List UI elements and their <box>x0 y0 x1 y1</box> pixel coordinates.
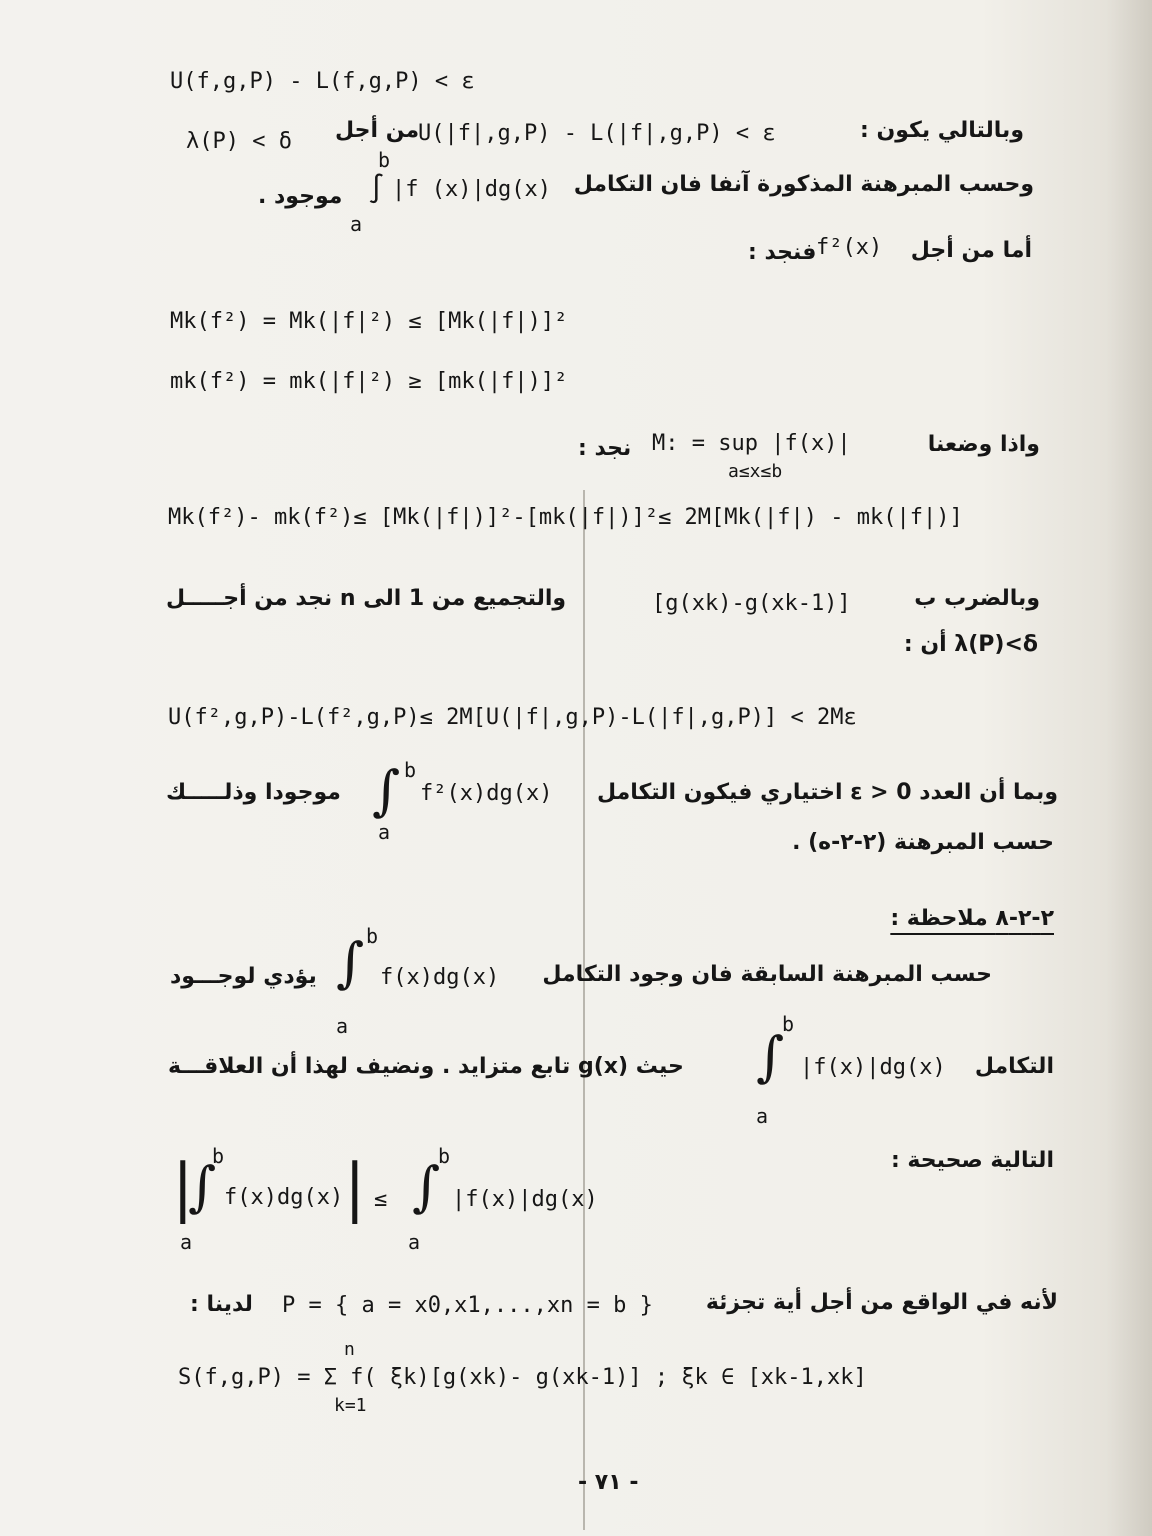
lower-sum-relation: mk(f²) = mk(|f|²) ≥ [mk(|f|)]² <box>170 369 568 394</box>
sum-upper-index: n <box>344 1339 355 1360</box>
arabic-text: موجود . <box>258 184 343 209</box>
limit-upper: b <box>438 1144 451 1168</box>
integral-sign: ∫ <box>412 1155 441 1218</box>
leq-sign: ≤ <box>374 1187 388 1212</box>
math-expression: U(|f|,g,P) - L(|f|,g,P) < ε <box>418 121 776 146</box>
arabic-text: وبالضرب ب <box>914 586 1040 611</box>
limit-lower: a <box>336 1014 349 1038</box>
arabic-text: واذا وضعنا <box>927 432 1040 457</box>
limit-upper: b <box>782 1012 795 1036</box>
upper-sum-relation: Mk(f²) = Mk(|f|²) ≤ [Mk(|f|)]² <box>170 309 568 334</box>
arabic-text: فنجد : <box>748 240 817 265</box>
arabic-text: نجد : <box>578 436 632 461</box>
math-expression: f²(x)dg(x) <box>420 781 553 806</box>
arabic-text: وحسب المبرهنة المذكورة آنفا فان التكامل <box>573 172 1034 197</box>
arabic-text: والتجميع من 1 الى n نجد من أجـــــل <box>166 586 567 611</box>
arabic-text: التالية صحيحة : <box>890 1148 1054 1173</box>
limit-lower: a <box>350 212 363 236</box>
sum-inequality: U(f²,g,P)-L(f²,g,P)≤ 2M[U(|f|,g,P)-L(|f|,g,P)] < 2Mε <box>168 705 857 730</box>
limit-lower: a <box>408 1230 421 1254</box>
absolute-bar: | <box>172 1151 194 1225</box>
limit-upper: b <box>366 924 379 948</box>
arabic-text: التكامل <box>974 1054 1054 1079</box>
arabic-text: وبما أن العدد ε > 0 اختياري فيكون التكامل <box>596 780 1058 805</box>
arabic-text: أما من أجل <box>910 238 1032 263</box>
arabic-text: حيث g(x) تابع متزايد . ونضيف لهذا أن العلاقـــة <box>168 1054 684 1079</box>
absolute-bar: | <box>344 1151 366 1225</box>
limit-upper: b <box>378 148 391 172</box>
partition-definition: P = { a = x0,x1,...,xn = b } <box>282 1293 653 1318</box>
math-expression: f(x)dg(x) <box>380 965 500 990</box>
arabic-text: من أجل <box>335 118 420 143</box>
difference-inequality: Mk(f²)- mk(f²)≤ [Mk(|f|)]²-[mk(|f|)]²≤ 2M[Mk(|f|) - mk(|f|)] <box>168 505 963 530</box>
limit-lower: a <box>756 1104 769 1128</box>
math-expression: |f (x)|dg(x) <box>392 177 551 202</box>
math-expression: |f(x)|dg(x) <box>800 1055 946 1080</box>
remark-heading: ٢-٢-٨ ملاحظة : <box>890 906 1054 931</box>
integral-sign: ∫ <box>336 931 365 994</box>
arabic-text: لأنه في الواقع من أجل أية تجزئة <box>705 1290 1058 1315</box>
sup-range: a≤x≤b <box>728 461 783 482</box>
limit-lower: a <box>180 1230 193 1254</box>
arabic-text: يؤدي لوجـــود <box>170 964 317 989</box>
arabic-text: حسب المبرهنة (٢-٢-ه) . <box>792 830 1054 855</box>
limit-upper: b <box>212 1144 225 1168</box>
inequality-line: U(f,g,P) - L(f,g,P) < ε <box>170 69 475 94</box>
limit-upper: b <box>404 758 417 782</box>
integral-sign: ∫ <box>368 172 385 205</box>
integral-sign: ∫ <box>372 759 401 822</box>
math-condition: λ(P) < δ <box>186 129 292 154</box>
arabic-text: حسب المبرهنة السابقة فان وجود التكامل <box>542 962 992 987</box>
arabic-text: λ(P)<δ أن : <box>903 632 1038 657</box>
math-expression: f²(x) <box>816 235 883 260</box>
math-expression: M: = sup |f(x)| <box>652 431 851 456</box>
page-number: - ٧١ - <box>578 1470 639 1495</box>
limit-lower: a <box>378 820 391 844</box>
math-expression: f(x)dg(x) <box>224 1185 344 1210</box>
math-expression: |f(x)|dg(x) <box>452 1187 598 1212</box>
math-expression: [g(xk)-g(xk-1)] <box>652 591 851 616</box>
stieltjes-sum: S(f,g,P) = Σ f( ξk)[g(xk)- g(xk-1)] ; ξk ∈ [xk-1,xk] <box>178 1365 867 1390</box>
arabic-text: موجودا وذلـــــك <box>166 780 341 805</box>
arabic-text: وبالتالي يكون : <box>860 118 1024 143</box>
integral-sign: ∫ <box>756 1025 785 1088</box>
sum-lower-index: k=1 <box>334 1395 367 1416</box>
integral-sign: ∫ <box>188 1155 217 1218</box>
arabic-text: لدينا : <box>190 1292 253 1317</box>
